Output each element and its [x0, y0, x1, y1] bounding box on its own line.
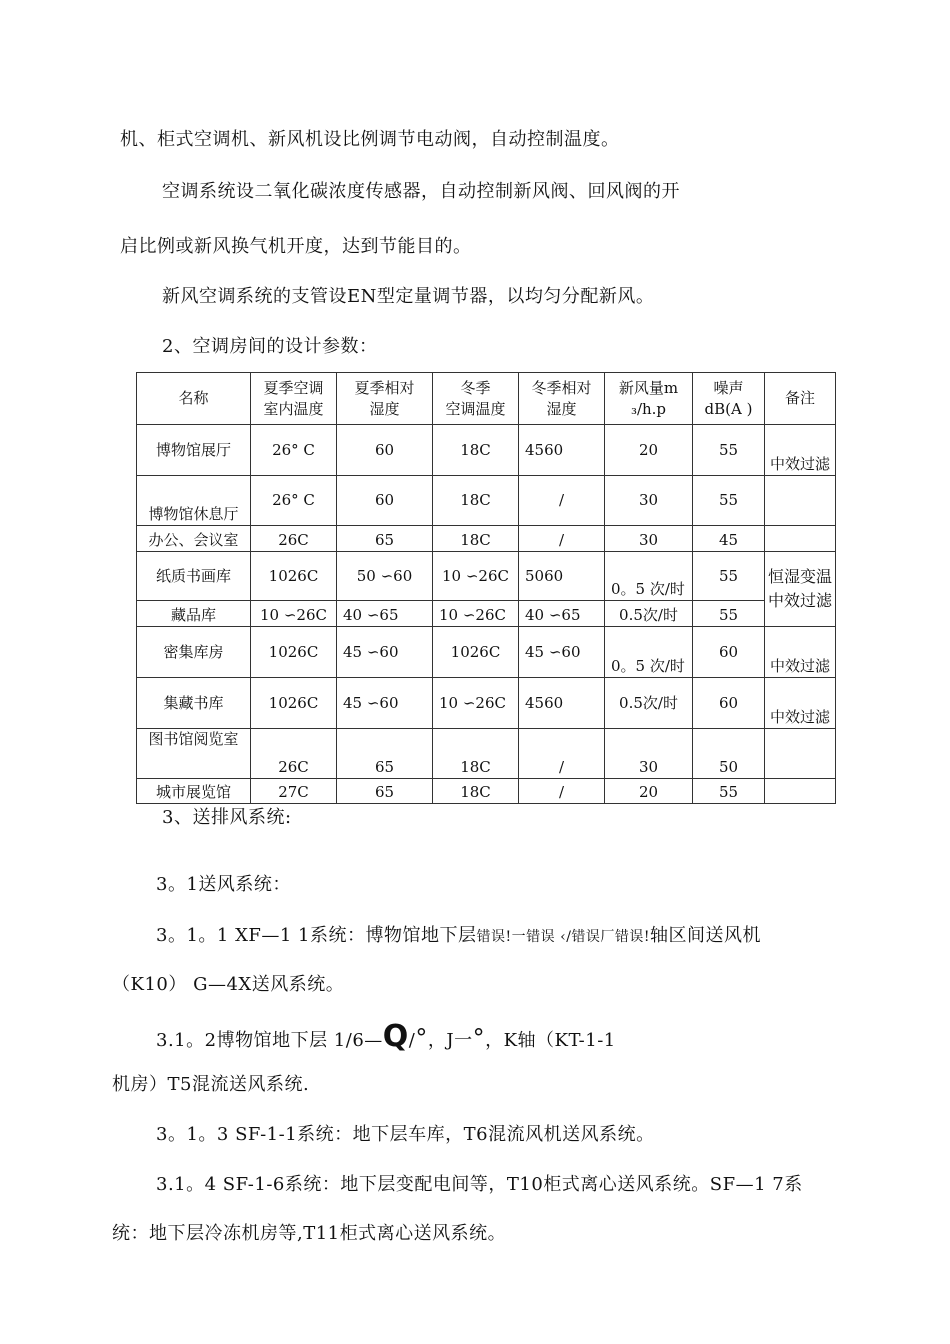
design-parameters-table	[136, 372, 836, 804]
table-row: 藏品库 10 ∽26C 40 ∽65 10 ∽26C 40 ∽65 0.5次/时 55	[137, 601, 836, 627]
table-row: 密集库房 1026C 45 ∽60 1026C 45 ∽60 0。5 次/时 60 中效过滤	[137, 627, 836, 678]
paragraph-3-1-2: 3.1。2博物馆地下层 1/6—Q/°，J一°，K轴（KT-1-1	[156, 1019, 616, 1054]
table-header-row	[137, 373, 836, 425]
paragraph-4: 新风空调系统的支管设EN型定量调节器，以均匀分配新风。	[162, 286, 655, 307]
header-fresh-air: 新风量m ₃/h.p	[605, 373, 693, 425]
section-heading-2: 2、空调房间的设计参数：	[162, 336, 378, 357]
paragraph-3-1-1: 3。1。1 XF—1 1系统：博物馆地下层错误!一错误 ‹/错误厂错误!轴区间送风机	[156, 925, 762, 946]
table-row: 集藏书库 1026C 45 ∽60 10 ∽26C 4560 0.5次/时 60 中效过滤	[137, 678, 836, 729]
header-winter-temp: 冬季 空调温度	[433, 373, 519, 425]
table-row: 办公、会议室 26C 65 18C / 30 45	[137, 526, 836, 552]
table-row: 博物馆展厅 26° C 60 18C 4560 20 55 中效过滤	[137, 425, 836, 476]
degree-glyph: °	[472, 1024, 486, 1052]
paragraph-1: 机、柜式空调机、新风机设比例调节电动阀，自动控制温度。	[120, 129, 620, 150]
section-heading-3-1: 3。1送风系统：	[156, 874, 291, 895]
header-name: 名称	[137, 373, 251, 425]
table-row: 博物馆休息厅 26° C 60 18C / 30 55	[137, 476, 836, 526]
header-noise: 噪声 dB(A )	[693, 373, 765, 425]
q-glyph: Q	[382, 1019, 409, 1054]
table-row: 图书馆阅览室 26C 65 18C / 30 50	[137, 729, 836, 779]
paragraph-3-1-3: 3。1。3 SF-1-1系统：地下层车库，T6混流风机送风系统。	[156, 1124, 655, 1145]
section-heading-3: 3、送排风系统:	[162, 807, 292, 828]
table-row: 纸质书画库 1026C 50 ∽60 10 ∽26C 5060 0。5 次/时 55 恒湿变温中效过滤	[137, 552, 836, 601]
header-winter-humidity: 冬季相对 湿度	[519, 373, 605, 425]
paragraph-3-1-2-cont: 机房）T5混流送风系统.	[112, 1074, 310, 1095]
header-remark: 备注	[765, 373, 836, 425]
paragraph-3: 启比例或新风换气机开度，达到节能目的。	[120, 236, 472, 257]
header-summer-temp: 夏季空调 室内温度	[251, 373, 337, 425]
paragraph-3-1-4-cont: 统：地下层冷冻机房等,T11柜式离心送风系统。	[112, 1223, 507, 1244]
paragraph-3-1-4: 3.1。4 SF-1-6系统：地下层变配电间等，T10柜式离心送风系统。SF—1 7系	[156, 1174, 803, 1195]
error-text: 错误!一错误 ‹/错误厂错误!	[476, 929, 651, 945]
header-summer-humidity: 夏季相对 湿度	[337, 373, 433, 425]
paragraph-3-1-1-cont: （K10） G—4X送风系统。	[112, 974, 345, 995]
paragraph-2: 空调系统设二氧化碳浓度传感器，自动控制新风阀、回风阀的开	[162, 181, 680, 202]
table-row: 城市展览馆 27C 65 18C / 20 55	[137, 779, 836, 804]
degree-glyph: °	[415, 1024, 428, 1052]
